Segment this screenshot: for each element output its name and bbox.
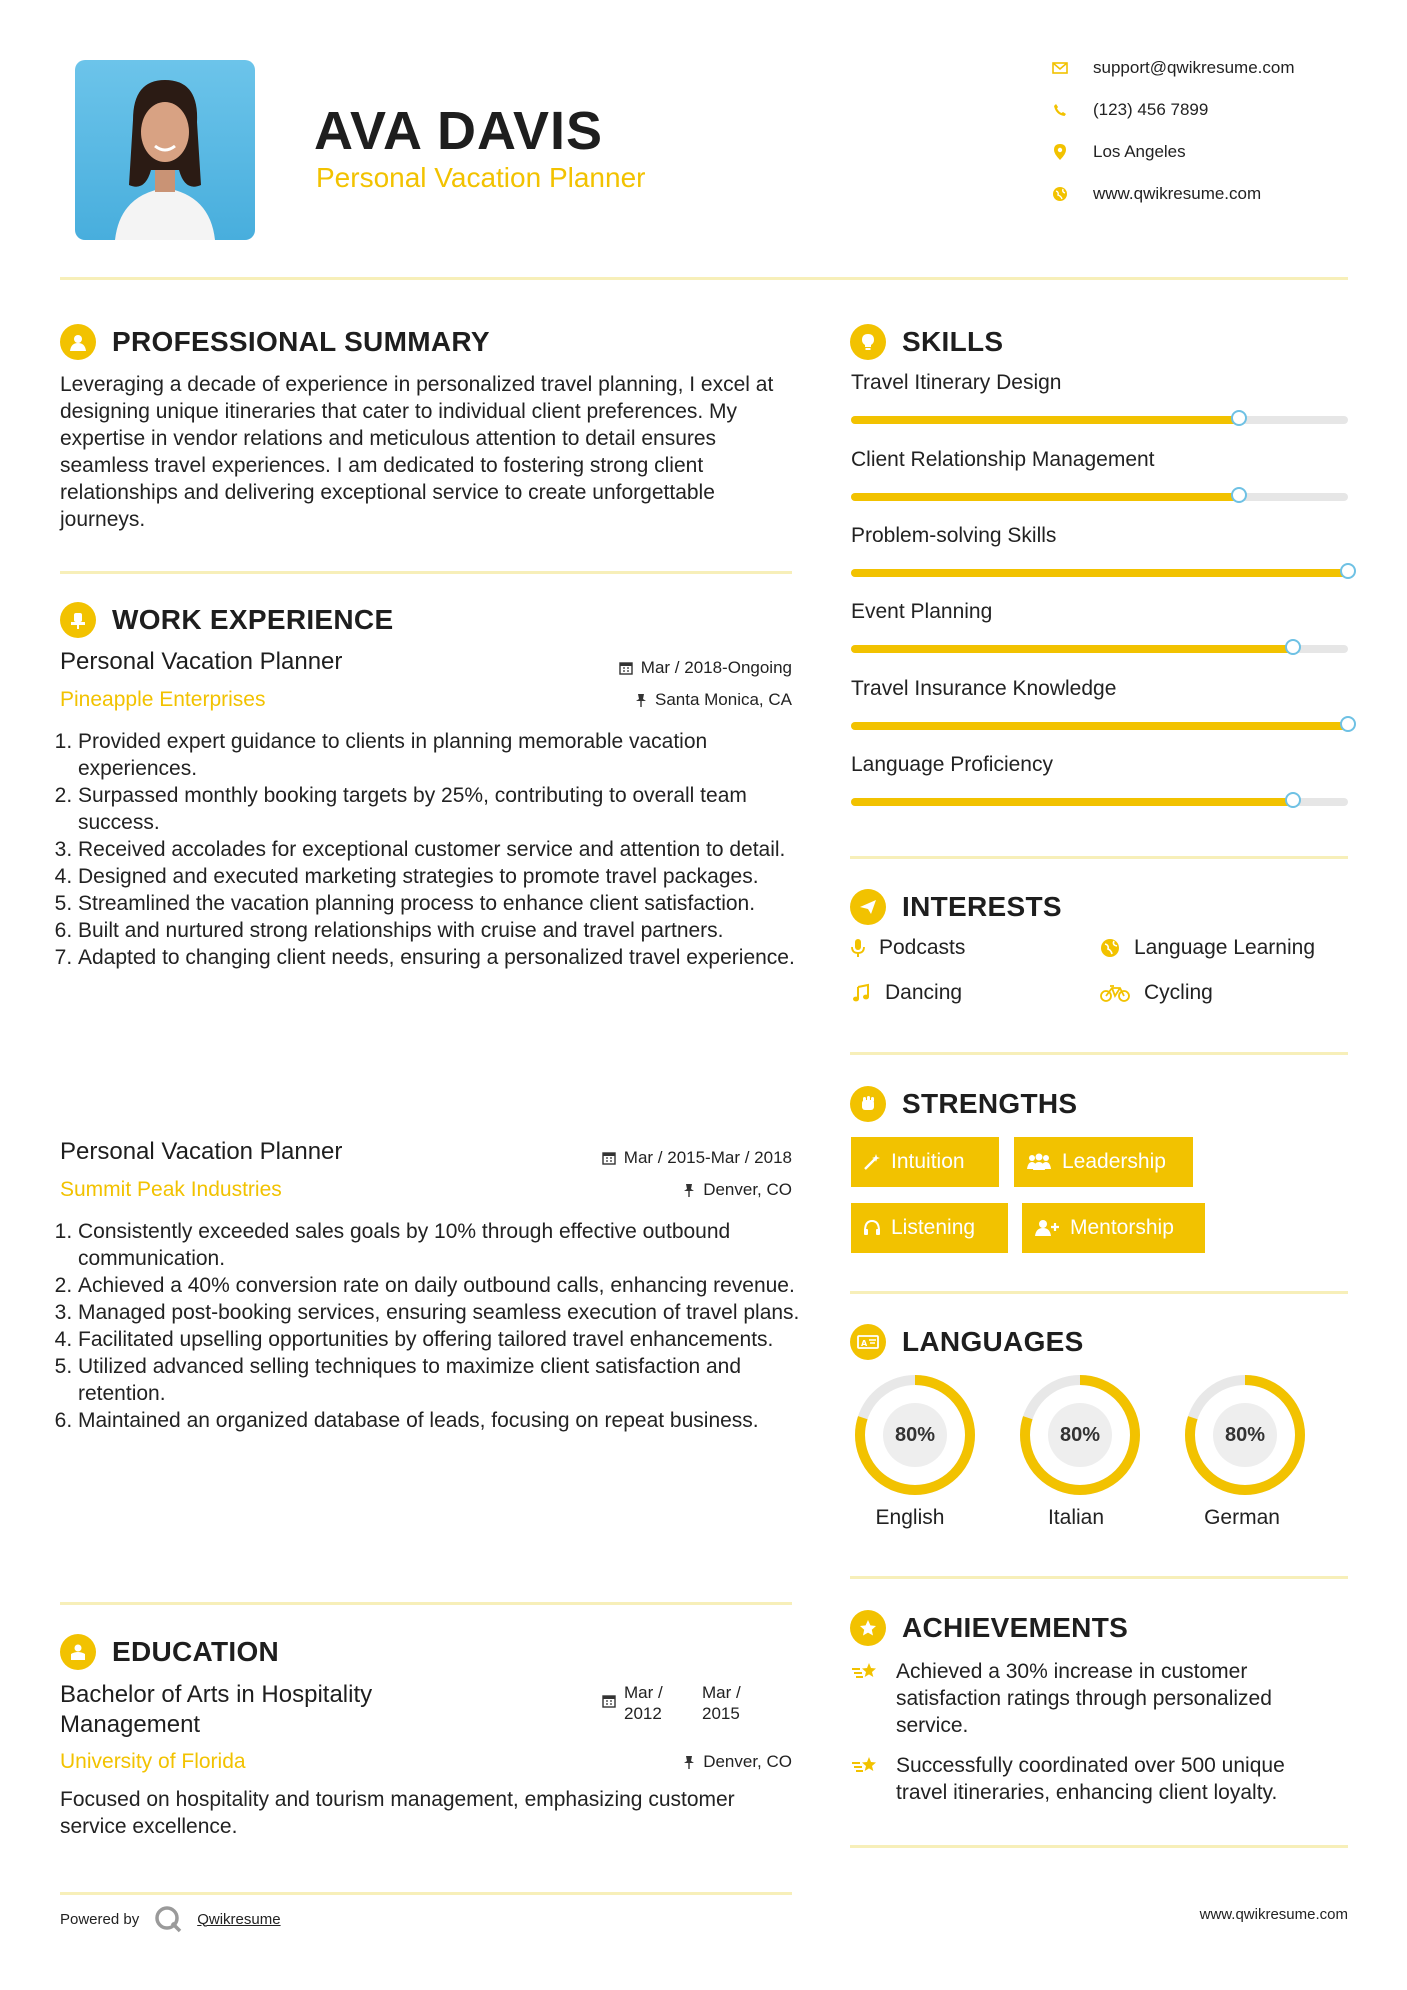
contact-email-text: support@qwikresume.com	[1093, 58, 1295, 77]
job-company: Pineapple Enterprises	[60, 688, 266, 711]
skill-bar-knob[interactable]	[1340, 716, 1356, 732]
education-degree: Bachelor of Arts in Hospitality Management	[60, 1681, 373, 1738]
shooting-star-icon	[850, 1752, 896, 1806]
skill-bar-fill	[851, 569, 1348, 577]
job-title: Personal Vacation Planner	[60, 648, 343, 675]
language-ring	[1015, 1370, 1145, 1500]
skill-bar	[851, 416, 1348, 424]
job-location	[500, 1180, 792, 1200]
skill-label: Client Relationship Management	[851, 448, 1155, 471]
interest-label: Dancing	[885, 981, 963, 1004]
language-percent: 80%	[1059, 1423, 1101, 1446]
candidate-name: AVA DAVIS	[314, 101, 604, 161]
skill-bar-knob[interactable]	[1285, 639, 1301, 655]
job-company: Summit Peak Industries	[60, 1178, 282, 1201]
job-location-text: Denver, CO	[703, 1180, 792, 1199]
skill-bar-fill	[851, 798, 1293, 806]
education-heading-text: EDUCATION	[112, 1636, 280, 1667]
duty-item: 3. Managed post-booking services, ensuring seamless execution of travel plans.	[78, 1299, 818, 1326]
skill-bar-knob[interactable]	[1231, 410, 1247, 426]
user-plus-icon	[1034, 1219, 1060, 1237]
strength-tag	[851, 1203, 1008, 1253]
job-location-text: Santa Monica, CA	[654, 690, 792, 709]
strengths-heading	[850, 1086, 1077, 1122]
job-location	[500, 690, 792, 710]
achievement-text: Achieved a 30% increase in customer satisfaction ratings through personalized service.	[896, 1660, 1272, 1737]
skill-bar	[851, 569, 1348, 577]
qwikresume-logo-icon	[153, 1904, 183, 1934]
interests-divider	[850, 1052, 1348, 1055]
languages-heading-text: LANGUAGES	[902, 1326, 1084, 1357]
skills-heading-text: SKILLS	[902, 326, 1004, 357]
language-name: German	[1204, 1506, 1280, 1529]
globe-icon	[1050, 184, 1070, 204]
paper-plane-icon	[850, 889, 886, 925]
languages-divider	[850, 1576, 1348, 1579]
music-note-icon	[851, 983, 871, 1003]
duty-item: 5. Utilized advanced selling techniques to maximize client satisfaction and retention.	[78, 1353, 818, 1407]
education-dates	[602, 1682, 760, 1724]
footer-divider	[60, 1892, 792, 1895]
skill-bar-fill	[851, 645, 1293, 653]
briefcase-icon	[60, 602, 96, 638]
strength-label: Intuition	[891, 1150, 965, 1173]
skill-label: Event Planning	[851, 600, 993, 623]
experience-heading-text: WORK EXPERIENCE	[112, 604, 394, 635]
duty-item: 4. Facilitated upselling opportunities by offering tailored travel enhancements.	[78, 1326, 818, 1353]
language-ring	[850, 1370, 980, 1500]
interests-heading-text: INTERESTS	[902, 891, 1062, 922]
languages-heading	[850, 1324, 1084, 1360]
skill-bar-knob[interactable]	[1340, 563, 1356, 579]
skill-label: Travel Itinerary Design	[851, 371, 1062, 394]
pushpin-icon	[635, 693, 647, 707]
duty-item: 4. Designed and executed marketing strategies to promote travel packages.	[78, 863, 818, 890]
language-percent: 80%	[1224, 1423, 1266, 1446]
interest-label: Podcasts	[879, 936, 966, 959]
language-name: English	[875, 1506, 945, 1529]
skill-bar-knob[interactable]	[1285, 792, 1301, 808]
interest-item	[851, 936, 965, 960]
job-duties	[60, 728, 818, 971]
education-location	[500, 1752, 792, 1772]
envelope-icon	[1050, 58, 1070, 78]
contact-phone-text: (123) 456 7899	[1093, 100, 1209, 119]
job-date-text: Mar / 2015-Mar / 2018	[623, 1148, 792, 1167]
skill-bar-fill	[851, 722, 1348, 730]
experience-divider	[60, 1602, 792, 1605]
achievements-heading	[850, 1610, 1128, 1646]
footer-url[interactable]: www.qwikresume.com	[1199, 1906, 1348, 1923]
contact-location	[1050, 142, 1350, 162]
job-title: Personal Vacation Planner	[60, 1138, 343, 1165]
skill-bar-fill	[851, 416, 1239, 424]
microphone-icon	[851, 938, 865, 958]
duty-item: 2. Surpassed monthly booking targets by 25%, contributing to overall team success.	[78, 782, 818, 836]
interest-label: Cycling	[1144, 981, 1213, 1004]
pushpin-icon	[683, 1183, 695, 1197]
summary-divider	[60, 571, 792, 574]
footer-powered-by	[60, 1904, 281, 1934]
contact-website[interactable]	[1050, 184, 1350, 204]
skill-bar-fill	[851, 493, 1239, 501]
job-date	[500, 658, 792, 678]
interest-label: Language Learning	[1134, 936, 1316, 959]
candidate-title: Personal Vacation Planner	[316, 162, 646, 193]
strength-tag	[1022, 1203, 1205, 1253]
skill-label: Travel Insurance Knowledge	[851, 677, 1117, 700]
duty-item: 3. Received accolades for exceptional customer service and attention to detail.	[78, 836, 818, 863]
duty-item: 7. Adapted to changing client needs, ensuring a personalized travel experience.	[78, 944, 818, 971]
skill-bar-knob[interactable]	[1231, 487, 1247, 503]
interest-item	[1100, 936, 1315, 960]
strengths-divider	[850, 1291, 1348, 1294]
education-school: University of Florida	[60, 1750, 246, 1773]
duty-item: 1. Provided expert guidance to clients in planning memorable vacation experiences.	[78, 728, 818, 782]
bicycle-icon	[1100, 984, 1130, 1002]
skill-bar	[851, 722, 1348, 730]
duty-item: 6. Built and nurtured strong relationships with cruise and travel partners.	[78, 917, 818, 944]
star-icon	[850, 1610, 886, 1646]
interest-item	[1100, 981, 1213, 1005]
language-name: Italian	[1047, 1506, 1105, 1529]
skill-bar	[851, 798, 1348, 806]
contact-email[interactable]	[1050, 58, 1350, 78]
skill-bar	[851, 645, 1348, 653]
experience-heading	[60, 602, 393, 638]
duty-item: 6. Maintained an organized database of leads, focusing on repeat business.	[78, 1407, 818, 1434]
education-location-text: Denver, CO	[703, 1752, 792, 1771]
summary-heading-text: PROFESSIONAL SUMMARY	[112, 326, 490, 357]
language-percent: 80%	[894, 1423, 936, 1446]
education-date-start: Mar / 2012	[624, 1683, 663, 1723]
skills-heading	[850, 324, 1003, 360]
calendar-icon	[602, 1694, 616, 1708]
achievements-divider	[850, 1845, 1348, 1848]
lightbulb-icon	[850, 324, 886, 360]
calendar-icon	[619, 661, 633, 675]
user-icon	[60, 324, 96, 360]
language-ring	[1180, 1370, 1310, 1500]
skills-divider	[850, 856, 1348, 859]
strength-label: Mentorship	[1070, 1216, 1174, 1239]
duty-item: 2. Achieved a 40% conversion rate on daily outbound calls, enhancing revenue.	[78, 1272, 818, 1299]
footer-brand-link[interactable]: Qwikresume	[197, 1910, 281, 1928]
education-heading	[60, 1634, 279, 1670]
skill-bar	[851, 493, 1348, 501]
svg-text:A: A	[861, 1339, 868, 1348]
calendar-icon	[602, 1151, 616, 1165]
map-pin-icon	[1050, 142, 1070, 162]
achievement-item	[850, 1658, 1350, 1739]
education-description: Focused on hospitality and tourism management, emphasizing customer service excellence.	[60, 1788, 735, 1838]
headphones-icon	[863, 1219, 881, 1237]
skill-label: Language Proficiency	[851, 753, 1053, 776]
strength-label: Leadership	[1062, 1150, 1166, 1173]
achievement-text: Successfully coordinated over 500 unique travel itineraries, enhancing client loyalty.	[896, 1754, 1285, 1804]
contact-website-text: www.qwikresume.com	[1093, 184, 1262, 203]
fist-icon	[850, 1086, 886, 1122]
job-date	[500, 1148, 792, 1168]
achievements-heading-text: ACHIEVEMENTS	[902, 1612, 1129, 1643]
users-icon	[1026, 1153, 1052, 1171]
summary-text: Leveraging a decade of experience in personalized travel planning, I excel at designing unique itineraries that cater to individual client preferences. My expertise in vendor relations and meticulous attention to detail ensures seamless travel experiences. I am dedicated to fostering strong client relationships and delivering exceptional service to create unforgettable journeys.	[60, 373, 774, 531]
job-date-text: Mar / 2018-Ongoing	[640, 658, 792, 677]
profile-photo	[75, 60, 255, 240]
skill-label: Problem-solving Skills	[851, 524, 1057, 547]
header-divider	[60, 277, 1348, 280]
strength-tag	[1014, 1137, 1193, 1187]
achievement-item	[850, 1752, 1350, 1806]
interest-item	[851, 981, 962, 1005]
graduation-icon	[60, 1634, 96, 1670]
strength-tag	[851, 1137, 999, 1187]
job-duties	[60, 1218, 818, 1434]
phone-icon	[1050, 100, 1070, 120]
education-date-end: Mar / 2015	[702, 1683, 741, 1723]
duty-item: 5. Streamlined the vacation planning process to enhance client satisfaction.	[78, 890, 818, 917]
contact-phone[interactable]	[1050, 100, 1350, 120]
interests-heading	[850, 889, 1062, 925]
contact-location-text: Los Angeles	[1093, 142, 1186, 161]
language-icon	[850, 1324, 886, 1360]
summary-heading	[60, 324, 490, 360]
duty-item: 1. Consistently exceeded sales goals by 10% through effective outbound communication.	[78, 1218, 818, 1272]
magic-wand-icon	[863, 1153, 881, 1171]
globe-icon	[1100, 938, 1120, 958]
shooting-star-icon	[850, 1658, 896, 1739]
strengths-heading-text: STRENGTHS	[902, 1088, 1078, 1119]
pushpin-icon	[683, 1755, 695, 1769]
strength-label: Listening	[891, 1216, 976, 1239]
powered-by-text: Powered by	[60, 1910, 140, 1928]
